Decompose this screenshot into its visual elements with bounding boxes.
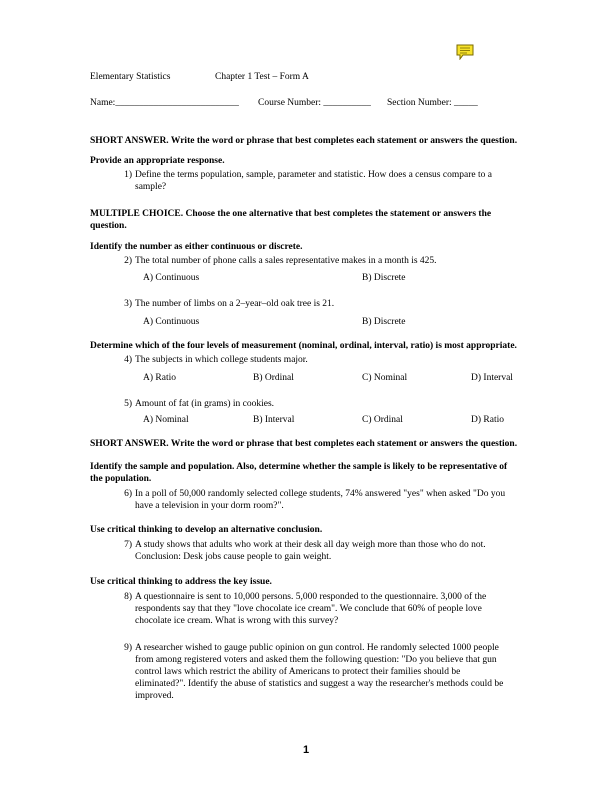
test-title: Chapter 1 Test – Form A xyxy=(215,72,309,82)
section-heading: SHORT ANSWER. Write the word or phrase that best completes each statement or answers the question. xyxy=(90,439,518,449)
course-number-field: Course Number: __________ xyxy=(258,98,371,108)
question-number: 2) xyxy=(124,256,132,266)
question-number: 9) xyxy=(124,643,132,653)
answer-option-a[interactable]: A) Nominal xyxy=(143,415,189,425)
section-instruction: Determine which of the four levels of measurement (nominal, ordinal, interval, ratio) is most appropriate. xyxy=(90,341,517,351)
answer-option-a[interactable]: A) Ratio xyxy=(143,373,176,383)
question-text: respondents say that they "love chocolate ice cream". We conclude that 60% of people love xyxy=(135,604,482,614)
section-number-field: Section Number: _____ xyxy=(387,98,478,108)
question-number: 8) xyxy=(124,592,132,602)
answer-option-a[interactable]: A) Continuous xyxy=(143,317,200,327)
question-text: chocolate ice cream. What is wrong with this survey? xyxy=(135,616,339,626)
question-number: 5) xyxy=(124,399,132,409)
question-text: A study shows that adults who work at their desk all day weigh more than those who do not. xyxy=(135,540,486,550)
page-number: 1 xyxy=(302,744,310,756)
question-number: 6) xyxy=(124,489,132,499)
question-text: In a poll of 50,000 randomly selected college students, 74% answered "yes" when asked "Do you xyxy=(135,489,506,499)
question-text: sample? xyxy=(135,182,167,192)
question-text: eliminated?". Identify the abuse of statistics and suggest a way the researcher's methods could be xyxy=(135,679,504,689)
name-field: Name:__________________________ xyxy=(90,98,239,108)
question-text: Conclusion: Desk jobs cause people to gain weight. xyxy=(135,552,332,562)
question-text: Define the terms population, sample, parameter and statistic. How does a census compare to a xyxy=(135,170,492,180)
question-text: control laws which restrict the ability of Americans to protect their families should be xyxy=(135,667,461,677)
answer-option-c[interactable]: C) Ordinal xyxy=(362,415,403,425)
question-number: 3) xyxy=(124,299,132,309)
section-heading: question. xyxy=(90,221,127,231)
question-number: 4) xyxy=(124,355,132,365)
question-text: The number of limbs on a 2–year–old oak tree is 21. xyxy=(135,299,335,309)
question-text: The total number of phone calls a sales representative makes in a month is 425. xyxy=(135,256,437,266)
question-text: A researcher wished to gauge public opinion on gun control. He randomly selected 1000 people xyxy=(135,643,499,653)
answer-option-b[interactable]: B) Ordinal xyxy=(253,373,294,383)
section-instruction: Identify the number as either continuous or discrete. xyxy=(90,242,303,252)
question-text: The subjects in which college students major. xyxy=(135,355,308,365)
section-heading: MULTIPLE CHOICE. Choose the one alternative that best completes the statement or answers the xyxy=(90,209,492,219)
question-text: A questionnaire is sent to 10,000 persons. 5,000 responded to the questionnaire. 3,000 of the xyxy=(135,592,487,602)
question-text: have a television in your dorm room?". xyxy=(135,501,284,511)
section-instruction: the population. xyxy=(90,474,152,484)
answer-option-d[interactable]: D) Ratio xyxy=(471,415,504,425)
section-instruction: Use critical thinking to develop an alternative conclusion. xyxy=(90,525,323,535)
answer-option-b[interactable]: B) Discrete xyxy=(362,273,406,283)
section-instruction: Provide an appropriate response. xyxy=(90,156,225,166)
question-text: Amount of fat (in grams) in cookies. xyxy=(135,399,275,409)
course-title: Elementary Statistics xyxy=(90,72,171,82)
section-heading: SHORT ANSWER. Write the word or phrase that best completes each statement or answers the question. xyxy=(90,136,518,146)
answer-option-b[interactable]: B) Interval xyxy=(253,415,295,425)
section-instruction: Use critical thinking to address the key issue. xyxy=(90,577,272,587)
answer-option-a[interactable]: A) Continuous xyxy=(143,273,200,283)
section-instruction: Identify the sample and population. Also, determine whether the sample is likely to be representative of xyxy=(90,462,508,472)
question-text: improved. xyxy=(135,691,174,701)
sticky-note-icon[interactable] xyxy=(456,44,474,58)
answer-option-c[interactable]: C) Nominal xyxy=(362,373,408,383)
answer-option-b[interactable]: B) Discrete xyxy=(362,317,406,327)
question-number: 7) xyxy=(124,540,132,550)
question-number: 1) xyxy=(124,170,132,180)
answer-option-d[interactable]: D) Interval xyxy=(471,373,513,383)
question-text: from among registered voters and asked them the following question: "Do you believe that gun xyxy=(135,655,497,665)
